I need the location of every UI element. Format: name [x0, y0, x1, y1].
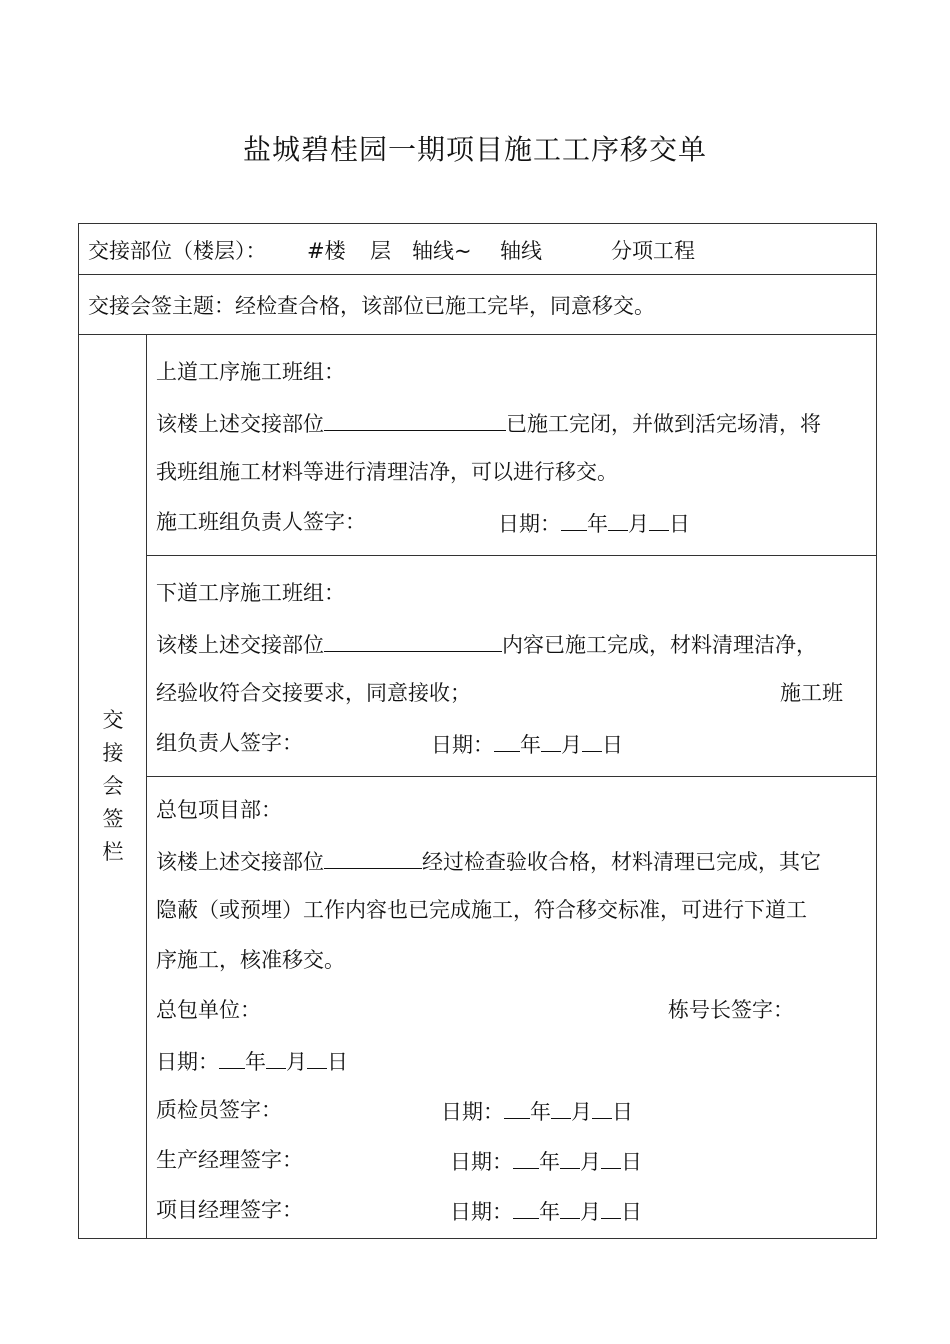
axis-from-field: 轴线~ — [412, 239, 472, 263]
blank-line[interactable] — [513, 1146, 539, 1169]
row-divider — [78, 334, 877, 335]
blank-line[interactable] — [324, 846, 422, 869]
date-field: 日期： 年 月 日 — [450, 1196, 642, 1226]
blank-line[interactable] — [307, 1046, 327, 1069]
body-text: 该楼上述交接部位 内容已施工完成，材料清理洁净， — [156, 629, 817, 659]
side-label-char: 签 — [102, 807, 124, 831]
handover-subject: 交接会签主题：经检查合格，该部位已施工完毕，同意移交。 — [88, 294, 655, 318]
building-field: #楼 — [307, 239, 346, 263]
subitem-field: 分项工程 — [611, 239, 695, 263]
blank-line[interactable] — [582, 729, 602, 752]
blank-line[interactable] — [560, 1146, 580, 1169]
date-field: 日期： 年 月 日 — [498, 508, 690, 538]
handover-location-label: 交接部位（楼层）： — [88, 239, 267, 263]
side-label — [101, 704, 125, 869]
axis-to-field: 轴线 — [500, 239, 542, 263]
row-divider — [78, 274, 877, 275]
project-manager-signature-label: 项目经理签字： — [156, 1198, 303, 1222]
body-text: 该楼上述交接部位 已施工完闭，并做到活完场清，将 — [156, 408, 821, 438]
blank-line[interactable] — [324, 408, 506, 431]
blank-line[interactable] — [608, 508, 628, 531]
signature-label: 组负责人签字： — [156, 731, 303, 755]
section-heading: 上道工序施工班组： — [156, 360, 345, 384]
body-text: 该楼上述交接部位 经过检查验收合格，材料清理已完成，其它 — [156, 846, 821, 876]
production-manager-signature-label: 生产经理签字： — [156, 1148, 303, 1172]
signature-label: 施工班组负责人签字： — [156, 510, 366, 534]
body-text: 经验收符合交接要求，同意接收； — [156, 681, 471, 705]
blank-line[interactable] — [541, 729, 561, 752]
body-text: 我班组施工材料等进行清理洁净，可以进行移交。 — [156, 460, 618, 484]
date-field: 日期： 年 月 日 — [156, 1046, 348, 1076]
blank-line[interactable] — [219, 1046, 245, 1069]
side-label-char: 栏 — [102, 840, 124, 864]
section-divider — [146, 776, 877, 777]
blank-line[interactable] — [551, 1096, 571, 1119]
section-divider — [146, 555, 877, 556]
date-field: 日期： 年 月 日 — [431, 729, 623, 759]
column-divider — [146, 334, 147, 1239]
date-field: 日期： 年 月 日 — [441, 1096, 633, 1126]
body-text: 隐蔽（或预埋）工作内容也已完成施工，符合移交标准，可进行下道工 — [156, 898, 807, 922]
blank-line[interactable] — [266, 1046, 286, 1069]
body-text: 序施工，核准移交。 — [156, 948, 345, 972]
blank-line[interactable] — [601, 1146, 621, 1169]
contractor-unit-label: 总包单位： — [156, 998, 261, 1022]
side-label-char: 会 — [102, 774, 124, 798]
blank-line[interactable] — [601, 1196, 621, 1219]
side-label-char: 交 — [102, 708, 124, 732]
blank-line[interactable] — [649, 508, 669, 531]
section-heading: 下道工序施工班组： — [156, 581, 345, 605]
qc-signature-label: 质检员签字： — [156, 1098, 282, 1122]
blank-line[interactable] — [561, 508, 587, 531]
document-title: 盐城碧桂园一期项目施工工序移交单 — [242, 133, 707, 166]
section-heading: 总包项目部： — [156, 798, 282, 822]
date-field: 日期： 年 月 日 — [450, 1146, 642, 1176]
blank-line[interactable] — [592, 1096, 612, 1119]
blank-line[interactable] — [504, 1096, 530, 1119]
blank-line[interactable] — [324, 629, 502, 652]
blank-line[interactable] — [494, 729, 520, 752]
floor-field: 层 — [370, 239, 391, 263]
blank-line[interactable] — [513, 1196, 539, 1219]
blank-line[interactable] — [560, 1196, 580, 1219]
body-text: 施工班 — [780, 681, 843, 705]
foreman-signature-label: 栋号长签字： — [668, 998, 794, 1022]
side-label-char: 接 — [102, 741, 124, 765]
